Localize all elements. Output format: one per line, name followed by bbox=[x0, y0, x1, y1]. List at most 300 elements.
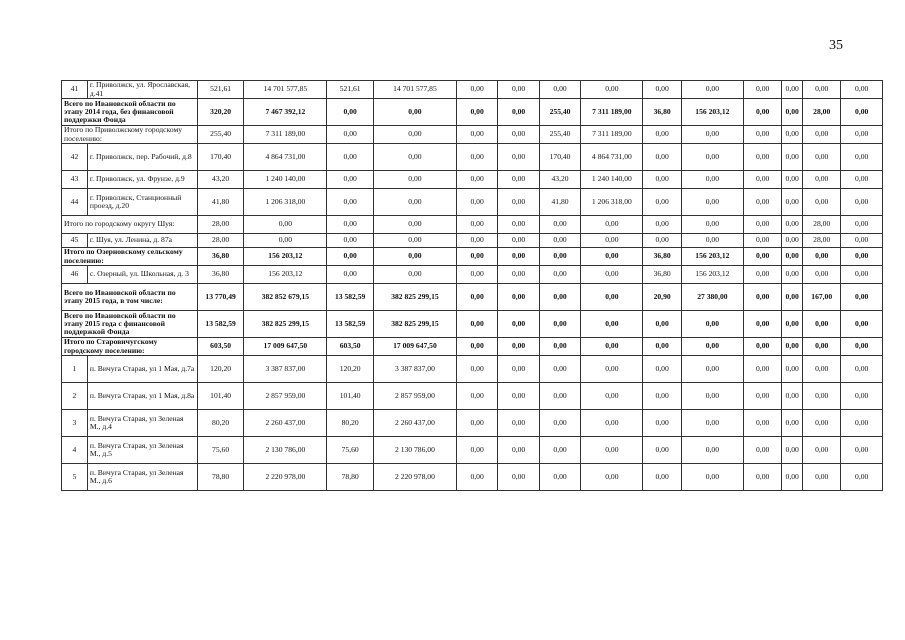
value-cell: 0,00 bbox=[456, 338, 497, 356]
value-cell: 0,00 bbox=[743, 338, 781, 356]
value-cell: 0,00 bbox=[244, 234, 327, 248]
value-cell: 0,00 bbox=[643, 410, 681, 437]
value-cell: 13 582,59 bbox=[327, 311, 374, 338]
value-cell: 0,00 bbox=[743, 284, 781, 311]
row-number: 1 bbox=[62, 356, 88, 383]
value-cell: 101,40 bbox=[197, 383, 244, 410]
value-cell: 0,00 bbox=[841, 99, 883, 126]
value-cell: 0,00 bbox=[841, 383, 883, 410]
value-cell: 0,00 bbox=[373, 189, 456, 216]
table-body bbox=[62, 81, 883, 491]
row-number: 44 bbox=[62, 189, 88, 216]
value-cell: 0,00 bbox=[456, 144, 497, 171]
value-cell: 0,00 bbox=[782, 248, 803, 266]
value-cell: 0,00 bbox=[498, 311, 539, 338]
value-cell: 0,00 bbox=[498, 383, 539, 410]
value-cell: 101,40 bbox=[327, 383, 374, 410]
table-row bbox=[62, 189, 883, 216]
value-cell: 0,00 bbox=[539, 284, 580, 311]
value-cell: 0,00 bbox=[327, 99, 374, 126]
value-cell: 0,00 bbox=[841, 234, 883, 248]
value-cell: 0,00 bbox=[539, 410, 580, 437]
value-cell: 4 864 731,00 bbox=[581, 144, 643, 171]
value-cell: 0,00 bbox=[803, 144, 841, 171]
value-cell: 170,40 bbox=[539, 144, 580, 171]
housing-program-table bbox=[61, 80, 883, 491]
value-cell: 0,00 bbox=[803, 126, 841, 144]
value-cell: 78,80 bbox=[197, 464, 244, 491]
value-cell: 0,00 bbox=[782, 338, 803, 356]
value-cell: 0,00 bbox=[327, 126, 374, 144]
value-cell: 2 260 437,00 bbox=[373, 410, 456, 437]
table-row bbox=[62, 266, 883, 284]
value-cell: 0,00 bbox=[581, 356, 643, 383]
value-cell: 0,00 bbox=[743, 81, 781, 99]
value-cell: 0,00 bbox=[539, 216, 580, 234]
value-cell: 0,00 bbox=[643, 126, 681, 144]
value-cell: 0,00 bbox=[643, 81, 681, 99]
value-cell: 3 387 837,00 bbox=[244, 356, 327, 383]
value-cell: 0,00 bbox=[681, 464, 743, 491]
value-cell: 0,00 bbox=[841, 311, 883, 338]
row-number: 41 bbox=[62, 81, 88, 99]
value-cell: 0,00 bbox=[782, 284, 803, 311]
value-cell: 0,00 bbox=[643, 171, 681, 189]
value-cell: 0,00 bbox=[581, 311, 643, 338]
value-cell: 80,20 bbox=[327, 410, 374, 437]
value-cell: 7 311 189,00 bbox=[581, 126, 643, 144]
value-cell: 0,00 bbox=[782, 311, 803, 338]
value-cell: 0,00 bbox=[782, 216, 803, 234]
value-cell: 0,00 bbox=[782, 171, 803, 189]
row-number: 46 bbox=[62, 266, 88, 284]
value-cell: 603,50 bbox=[197, 338, 244, 356]
value-cell: 0,00 bbox=[456, 284, 497, 311]
table-row bbox=[62, 437, 883, 464]
value-cell: 0,00 bbox=[581, 248, 643, 266]
value-cell: 0,00 bbox=[743, 311, 781, 338]
value-cell: 0,00 bbox=[782, 126, 803, 144]
value-cell: 0,00 bbox=[681, 410, 743, 437]
value-cell: 0,00 bbox=[539, 356, 580, 383]
value-cell: 78,80 bbox=[327, 464, 374, 491]
value-cell: 0,00 bbox=[456, 248, 497, 266]
value-cell: 0,00 bbox=[456, 234, 497, 248]
value-cell: 0,00 bbox=[841, 284, 883, 311]
address-cell: г. Шуя, ул. Ленина, д. 87а bbox=[87, 234, 197, 248]
value-cell: 0,00 bbox=[803, 383, 841, 410]
value-cell: 0,00 bbox=[743, 99, 781, 126]
value-cell: 43,20 bbox=[197, 171, 244, 189]
address-cell: г. Приволжск, Станционный проезд, д.20 bbox=[87, 189, 197, 216]
value-cell: 0,00 bbox=[841, 266, 883, 284]
row-number: 42 bbox=[62, 144, 88, 171]
total-label: Всего по Ивановской области по этапу 2014 года, без финансовой поддержки Фонда bbox=[62, 99, 198, 126]
value-cell: 0,00 bbox=[643, 464, 681, 491]
value-cell: 0,00 bbox=[539, 248, 580, 266]
address-cell: п. Вичуга Старая, ул 1 Мая, д.8а bbox=[87, 383, 197, 410]
value-cell: 382 825 299,15 bbox=[373, 284, 456, 311]
total-label: Итого по Озерновскому сельскому поселению: bbox=[62, 248, 198, 266]
value-cell: 14 701 577,85 bbox=[373, 81, 456, 99]
value-cell: 0,00 bbox=[782, 410, 803, 437]
value-cell: 0,00 bbox=[456, 99, 497, 126]
value-cell: 0,00 bbox=[841, 171, 883, 189]
table-row bbox=[62, 144, 883, 171]
value-cell: 3 387 837,00 bbox=[373, 356, 456, 383]
value-cell: 0,00 bbox=[743, 410, 781, 437]
value-cell: 0,00 bbox=[743, 189, 781, 216]
value-cell: 0,00 bbox=[581, 234, 643, 248]
value-cell: 7 311 189,00 bbox=[581, 99, 643, 126]
value-cell: 167,00 bbox=[803, 284, 841, 311]
value-cell: 41,80 bbox=[197, 189, 244, 216]
value-cell: 0,00 bbox=[244, 216, 327, 234]
value-cell: 0,00 bbox=[373, 234, 456, 248]
value-cell: 13 770,49 bbox=[197, 284, 244, 311]
value-cell: 0,00 bbox=[743, 464, 781, 491]
value-cell: 0,00 bbox=[539, 266, 580, 284]
table-row bbox=[62, 410, 883, 437]
value-cell: 2 130 786,00 bbox=[373, 437, 456, 464]
value-cell: 36,80 bbox=[643, 266, 681, 284]
value-cell: 0,00 bbox=[841, 338, 883, 356]
value-cell: 0,00 bbox=[782, 266, 803, 284]
value-cell: 0,00 bbox=[841, 126, 883, 144]
address-cell: п. Вичуга Старая, ул Зеленая М., д.5 bbox=[87, 437, 197, 464]
value-cell: 0,00 bbox=[498, 189, 539, 216]
value-cell: 43,20 bbox=[539, 171, 580, 189]
value-cell: 28,00 bbox=[803, 216, 841, 234]
value-cell: 0,00 bbox=[456, 171, 497, 189]
value-cell: 0,00 bbox=[841, 216, 883, 234]
value-cell: 255,40 bbox=[197, 126, 244, 144]
value-cell: 0,00 bbox=[743, 216, 781, 234]
value-cell: 0,00 bbox=[743, 356, 781, 383]
value-cell: 14 701 577,85 bbox=[244, 81, 327, 99]
value-cell: 0,00 bbox=[456, 81, 497, 99]
value-cell: 156 203,12 bbox=[681, 266, 743, 284]
value-cell: 0,00 bbox=[643, 338, 681, 356]
value-cell: 28,00 bbox=[803, 234, 841, 248]
value-cell: 0,00 bbox=[327, 144, 374, 171]
value-cell: 156 203,12 bbox=[244, 266, 327, 284]
row-number: 2 bbox=[62, 383, 88, 410]
value-cell: 0,00 bbox=[743, 266, 781, 284]
table-row bbox=[62, 383, 883, 410]
value-cell: 36,80 bbox=[197, 248, 244, 266]
value-cell: 0,00 bbox=[743, 234, 781, 248]
address-cell: г. Приволжск, пер. Рабочий, д.8 bbox=[87, 144, 197, 171]
address-cell: п. Вичуга Старая, ул Зеленая М., д.6 bbox=[87, 464, 197, 491]
value-cell: 0,00 bbox=[456, 189, 497, 216]
value-cell: 80,20 bbox=[197, 410, 244, 437]
value-cell: 0,00 bbox=[373, 99, 456, 126]
value-cell: 0,00 bbox=[681, 234, 743, 248]
value-cell: 0,00 bbox=[456, 216, 497, 234]
value-cell: 2 857 959,00 bbox=[244, 383, 327, 410]
value-cell: 0,00 bbox=[456, 266, 497, 284]
value-cell: 0,00 bbox=[498, 171, 539, 189]
value-cell: 156 203,12 bbox=[681, 99, 743, 126]
value-cell: 521,61 bbox=[197, 81, 244, 99]
value-cell: 0,00 bbox=[782, 144, 803, 171]
total-label: Всего по Ивановской области по этапу 2015 года, в том числе: bbox=[62, 284, 198, 311]
value-cell: 0,00 bbox=[327, 171, 374, 189]
value-cell: 0,00 bbox=[373, 126, 456, 144]
value-cell: 2 220 978,00 bbox=[244, 464, 327, 491]
value-cell: 13 582,59 bbox=[327, 284, 374, 311]
value-cell: 7 467 392,12 bbox=[244, 99, 327, 126]
value-cell: 0,00 bbox=[456, 410, 497, 437]
value-cell: 0,00 bbox=[327, 266, 374, 284]
value-cell: 0,00 bbox=[681, 81, 743, 99]
address-cell: п. Вичуга Старая, ул 1 Мая, д.7а bbox=[87, 356, 197, 383]
value-cell: 603,50 bbox=[327, 338, 374, 356]
value-cell: 20,90 bbox=[643, 284, 681, 311]
value-cell: 1 206 318,00 bbox=[581, 189, 643, 216]
value-cell: 120,20 bbox=[327, 356, 374, 383]
value-cell: 0,00 bbox=[539, 338, 580, 356]
value-cell: 0,00 bbox=[803, 248, 841, 266]
value-cell: 17 009 647,50 bbox=[373, 338, 456, 356]
value-cell: 36,80 bbox=[643, 248, 681, 266]
table-row bbox=[62, 356, 883, 383]
value-cell: 0,00 bbox=[841, 81, 883, 99]
value-cell: 0,00 bbox=[743, 437, 781, 464]
table-row bbox=[62, 464, 883, 491]
value-cell: 75,60 bbox=[197, 437, 244, 464]
value-cell: 27 380,00 bbox=[681, 284, 743, 311]
value-cell: 0,00 bbox=[498, 437, 539, 464]
value-cell: 0,00 bbox=[498, 410, 539, 437]
value-cell: 41,80 bbox=[539, 189, 580, 216]
total-label: Всего по Ивановской области по этапу 2015 года с финансовой поддержкой Фонда bbox=[62, 311, 198, 338]
value-cell: 0,00 bbox=[803, 464, 841, 491]
value-cell: 0,00 bbox=[643, 311, 681, 338]
value-cell: 255,40 bbox=[539, 126, 580, 144]
value-cell: 2 220 978,00 bbox=[373, 464, 456, 491]
value-cell: 0,00 bbox=[643, 144, 681, 171]
value-cell: 0,00 bbox=[498, 81, 539, 99]
value-cell: 521,61 bbox=[327, 81, 374, 99]
value-cell: 170,40 bbox=[197, 144, 244, 171]
value-cell: 0,00 bbox=[681, 356, 743, 383]
address-cell: г. Приволжск, ул. Фрунзе, д.9 bbox=[87, 171, 197, 189]
subtotal-row bbox=[62, 284, 883, 311]
value-cell: 0,00 bbox=[498, 338, 539, 356]
value-cell: 0,00 bbox=[498, 216, 539, 234]
value-cell: 0,00 bbox=[643, 234, 681, 248]
value-cell: 0,00 bbox=[681, 144, 743, 171]
value-cell: 320,20 bbox=[197, 99, 244, 126]
value-cell: 120,20 bbox=[197, 356, 244, 383]
subtotal-row bbox=[62, 311, 883, 338]
value-cell: 1 206 318,00 bbox=[244, 189, 327, 216]
value-cell: 0,00 bbox=[743, 383, 781, 410]
value-cell: 0,00 bbox=[803, 266, 841, 284]
value-cell: 0,00 bbox=[743, 144, 781, 171]
value-cell: 0,00 bbox=[803, 437, 841, 464]
value-cell: 0,00 bbox=[743, 171, 781, 189]
value-cell: 0,00 bbox=[841, 189, 883, 216]
value-cell: 0,00 bbox=[643, 189, 681, 216]
value-cell: 0,00 bbox=[498, 144, 539, 171]
value-cell: 75,60 bbox=[327, 437, 374, 464]
value-cell: 0,00 bbox=[581, 464, 643, 491]
value-cell: 28,00 bbox=[197, 234, 244, 248]
value-cell: 0,00 bbox=[681, 216, 743, 234]
subtotal-row bbox=[62, 338, 883, 356]
value-cell: 0,00 bbox=[498, 126, 539, 144]
subtotal-row bbox=[62, 248, 883, 266]
value-cell: 0,00 bbox=[539, 311, 580, 338]
value-cell: 0,00 bbox=[498, 99, 539, 126]
value-cell: 0,00 bbox=[841, 437, 883, 464]
value-cell: 17 009 647,50 bbox=[244, 338, 327, 356]
value-cell: 0,00 bbox=[681, 311, 743, 338]
value-cell: 0,00 bbox=[539, 437, 580, 464]
value-cell: 0,00 bbox=[498, 248, 539, 266]
value-cell: 0,00 bbox=[803, 356, 841, 383]
value-cell: 28,00 bbox=[197, 216, 244, 234]
value-cell: 0,00 bbox=[327, 189, 374, 216]
value-cell: 0,00 bbox=[327, 234, 374, 248]
value-cell: 0,00 bbox=[581, 216, 643, 234]
table-row bbox=[62, 234, 883, 248]
value-cell: 0,00 bbox=[841, 144, 883, 171]
value-cell: 0,00 bbox=[456, 437, 497, 464]
value-cell: 0,00 bbox=[803, 410, 841, 437]
value-cell: 7 311 189,00 bbox=[244, 126, 327, 144]
table-row bbox=[62, 171, 883, 189]
value-cell: 0,00 bbox=[782, 356, 803, 383]
total-label: Итого по Приволжскому городскому поселению: bbox=[62, 126, 198, 144]
value-cell: 0,00 bbox=[643, 383, 681, 410]
row-number: 4 bbox=[62, 437, 88, 464]
row-number: 5 bbox=[62, 464, 88, 491]
value-cell: 0,00 bbox=[782, 437, 803, 464]
value-cell: 0,00 bbox=[681, 171, 743, 189]
value-cell: 0,00 bbox=[373, 171, 456, 189]
row-number: 45 bbox=[62, 234, 88, 248]
value-cell: 0,00 bbox=[782, 464, 803, 491]
value-cell: 255,40 bbox=[539, 99, 580, 126]
value-cell: 0,00 bbox=[803, 81, 841, 99]
value-cell: 0,00 bbox=[841, 356, 883, 383]
row-number: 3 bbox=[62, 410, 88, 437]
address-cell: п. Вичуга Старая, ул Зеленая М., д.4 bbox=[87, 410, 197, 437]
page-number: 35 bbox=[829, 38, 843, 53]
value-cell: 0,00 bbox=[581, 338, 643, 356]
value-cell: 156 203,12 bbox=[244, 248, 327, 266]
value-cell: 0,00 bbox=[803, 311, 841, 338]
address-cell: с. Озерный, ул. Школьная, д. 3 bbox=[87, 266, 197, 284]
value-cell: 0,00 bbox=[373, 216, 456, 234]
value-cell: 0,00 bbox=[373, 248, 456, 266]
value-cell: 0,00 bbox=[498, 266, 539, 284]
value-cell: 0,00 bbox=[498, 234, 539, 248]
value-cell: 36,80 bbox=[197, 266, 244, 284]
value-cell: 156 203,12 bbox=[681, 248, 743, 266]
value-cell: 0,00 bbox=[456, 126, 497, 144]
value-cell: 0,00 bbox=[581, 383, 643, 410]
value-cell: 1 240 140,00 bbox=[581, 171, 643, 189]
value-cell: 0,00 bbox=[456, 356, 497, 383]
value-cell: 2 857 959,00 bbox=[373, 383, 456, 410]
value-cell: 0,00 bbox=[456, 464, 497, 491]
value-cell: 0,00 bbox=[373, 144, 456, 171]
value-cell: 0,00 bbox=[681, 383, 743, 410]
value-cell: 0,00 bbox=[498, 464, 539, 491]
value-cell: 0,00 bbox=[782, 189, 803, 216]
value-cell: 2 130 786,00 bbox=[244, 437, 327, 464]
value-cell: 0,00 bbox=[539, 464, 580, 491]
value-cell: 0,00 bbox=[581, 437, 643, 464]
subtotal-row bbox=[62, 216, 883, 234]
total-label: Итого по Старовичугскому городскому поселению: bbox=[62, 338, 198, 356]
value-cell: 0,00 bbox=[782, 81, 803, 99]
value-cell: 0,00 bbox=[681, 189, 743, 216]
row-number: 43 bbox=[62, 171, 88, 189]
value-cell: 1 240 140,00 bbox=[244, 171, 327, 189]
value-cell: 0,00 bbox=[643, 356, 681, 383]
value-cell: 0,00 bbox=[743, 248, 781, 266]
value-cell: 0,00 bbox=[743, 126, 781, 144]
value-cell: 0,00 bbox=[581, 81, 643, 99]
value-cell: 0,00 bbox=[327, 248, 374, 266]
value-cell: 0,00 bbox=[782, 234, 803, 248]
table-row bbox=[62, 81, 883, 99]
value-cell: 0,00 bbox=[782, 383, 803, 410]
value-cell: 0,00 bbox=[539, 81, 580, 99]
value-cell: 0,00 bbox=[803, 171, 841, 189]
value-cell: 382 825 299,15 bbox=[244, 311, 327, 338]
value-cell: 0,00 bbox=[581, 266, 643, 284]
value-cell: 0,00 bbox=[841, 464, 883, 491]
value-cell: 0,00 bbox=[803, 189, 841, 216]
value-cell: 13 582,59 bbox=[197, 311, 244, 338]
value-cell: 0,00 bbox=[841, 410, 883, 437]
value-cell: 0,00 bbox=[681, 338, 743, 356]
value-cell: 0,00 bbox=[841, 248, 883, 266]
value-cell: 36,80 bbox=[643, 99, 681, 126]
subtotal-row bbox=[62, 126, 883, 144]
value-cell: 0,00 bbox=[581, 284, 643, 311]
value-cell: 4 864 731,00 bbox=[244, 144, 327, 171]
subtotal-row bbox=[62, 99, 883, 126]
value-cell: 0,00 bbox=[327, 216, 374, 234]
value-cell: 382 825 299,15 bbox=[373, 311, 456, 338]
value-cell: 0,00 bbox=[581, 410, 643, 437]
value-cell: 0,00 bbox=[681, 437, 743, 464]
address-cell: г. Приволжск, ул. Ярославская, д.41 bbox=[87, 81, 197, 99]
value-cell: 0,00 bbox=[643, 216, 681, 234]
value-cell: 0,00 bbox=[373, 266, 456, 284]
total-label: Итого по городскому округу Шуя: bbox=[62, 216, 198, 234]
value-cell: 0,00 bbox=[782, 99, 803, 126]
value-cell: 28,00 bbox=[803, 99, 841, 126]
value-cell: 0,00 bbox=[456, 311, 497, 338]
value-cell: 0,00 bbox=[539, 234, 580, 248]
value-cell: 0,00 bbox=[498, 284, 539, 311]
value-cell: 0,00 bbox=[456, 383, 497, 410]
value-cell: 0,00 bbox=[643, 437, 681, 464]
value-cell: 0,00 bbox=[803, 338, 841, 356]
value-cell: 0,00 bbox=[539, 383, 580, 410]
value-cell: 0,00 bbox=[681, 126, 743, 144]
value-cell: 0,00 bbox=[498, 356, 539, 383]
